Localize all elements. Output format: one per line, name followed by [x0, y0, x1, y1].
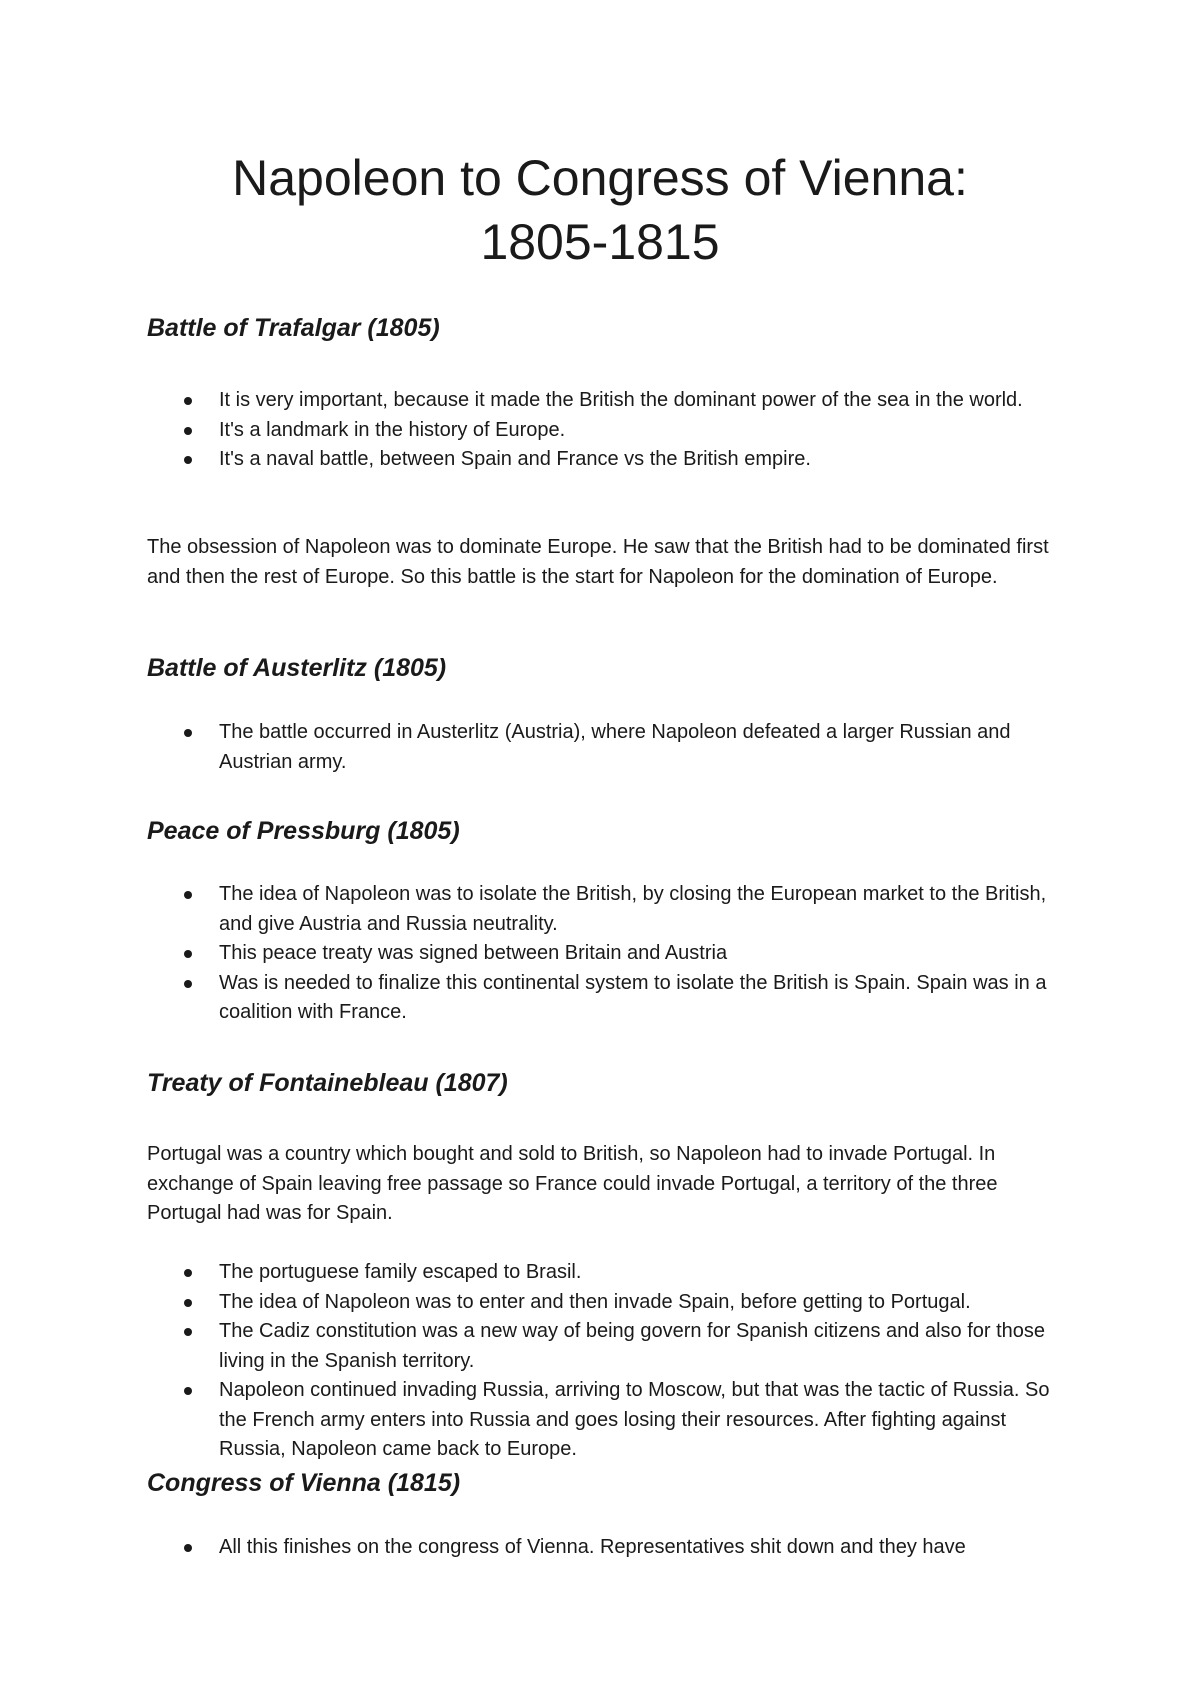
title-line-2: 1805-1815 [480, 214, 720, 270]
vienna-bullet-list [147, 1533, 1067, 1563]
page-title [0, 146, 1200, 274]
heading-austerlitz: Battle of Austerlitz (1805) [147, 654, 447, 682]
fontainebleau-bullet-list [147, 1258, 1067, 1465]
heading-pressburg: Peace of Pressburg (1805) [147, 817, 460, 845]
list-item: It is very important, because it made the British the dominant power of the sea in the world. [147, 386, 1067, 416]
list-item: It's a naval battle, between Spain and France vs the British empire. [147, 445, 1067, 475]
bullet-icon [184, 950, 192, 958]
trafalgar-paragraph: The obsession of Napoleon was to dominate Europe. He saw that the British had to be dominated first and then the rest of Europe. So this battle is the start for Napoleon for the domination of Europe. [147, 536, 1049, 588]
bullet-icon [184, 397, 192, 405]
bullet-icon [184, 1328, 192, 1336]
list-item: It's a landmark in the history of Europe. [147, 416, 1067, 446]
list-item: The battle occurred in Austerlitz (Austria), where Napoleon defeated a larger Russian and Austrian army. [147, 718, 1067, 777]
austerlitz-bullet-list [147, 718, 1067, 777]
heading-trafalgar: Battle of Trafalgar (1805) [147, 314, 440, 342]
list-item: The idea of Napoleon was to isolate the British, by closing the European market to the British, and give Austria and Russia neutrality. [147, 880, 1067, 939]
bullet-icon [184, 1299, 192, 1307]
heading-fontainebleau: Treaty of Fontainebleau (1807) [147, 1069, 508, 1097]
heading-vienna: Congress of Vienna (1815) [147, 1469, 461, 1497]
bullet-icon [184, 729, 192, 737]
trafalgar-bullet-list [147, 386, 1067, 475]
pressburg-bullet-list [147, 880, 1067, 1028]
bullet-icon [184, 456, 192, 464]
list-item: All this finishes on the congress of Vienna. Representatives shit down and they have [147, 1533, 1067, 1563]
list-item: The Cadiz constitution was a new way of being govern for Spanish citizens and also for those living in the Spanish territory. [147, 1317, 1067, 1376]
bullet-icon [184, 1387, 192, 1395]
fontainebleau-paragraph: Portugal was a country which bought and sold to British, so Napoleon had to invade Portugal. In exchange of Spain leaving free passage so France could invade Portugal, a territory of the three Portugal had was for Spain. [147, 1143, 998, 1224]
list-item: The portuguese family escaped to Brasil. [147, 1258, 1067, 1288]
list-item: Was is needed to finalize this continental system to isolate the British is Spain. Spain was in a coalition with France. [147, 969, 1067, 1028]
list-item: This peace treaty was signed between Britain and Austria [147, 939, 1067, 969]
bullet-icon [184, 427, 192, 435]
list-item: The idea of Napoleon was to enter and then invade Spain, before getting to Portugal. [147, 1288, 1067, 1318]
bullet-icon [184, 1269, 192, 1277]
bullet-icon [184, 891, 192, 899]
bullet-icon [184, 980, 192, 988]
bullet-icon [184, 1544, 192, 1552]
list-item: Napoleon continued invading Russia, arriving to Moscow, but that was the tactic of Russia. So the French army enters into Russia and goes losing their resources. After fighting against Russia, Napoleon came back to Europe. [147, 1376, 1067, 1465]
title-line-1: Napoleon to Congress of Vienna: [232, 150, 968, 206]
